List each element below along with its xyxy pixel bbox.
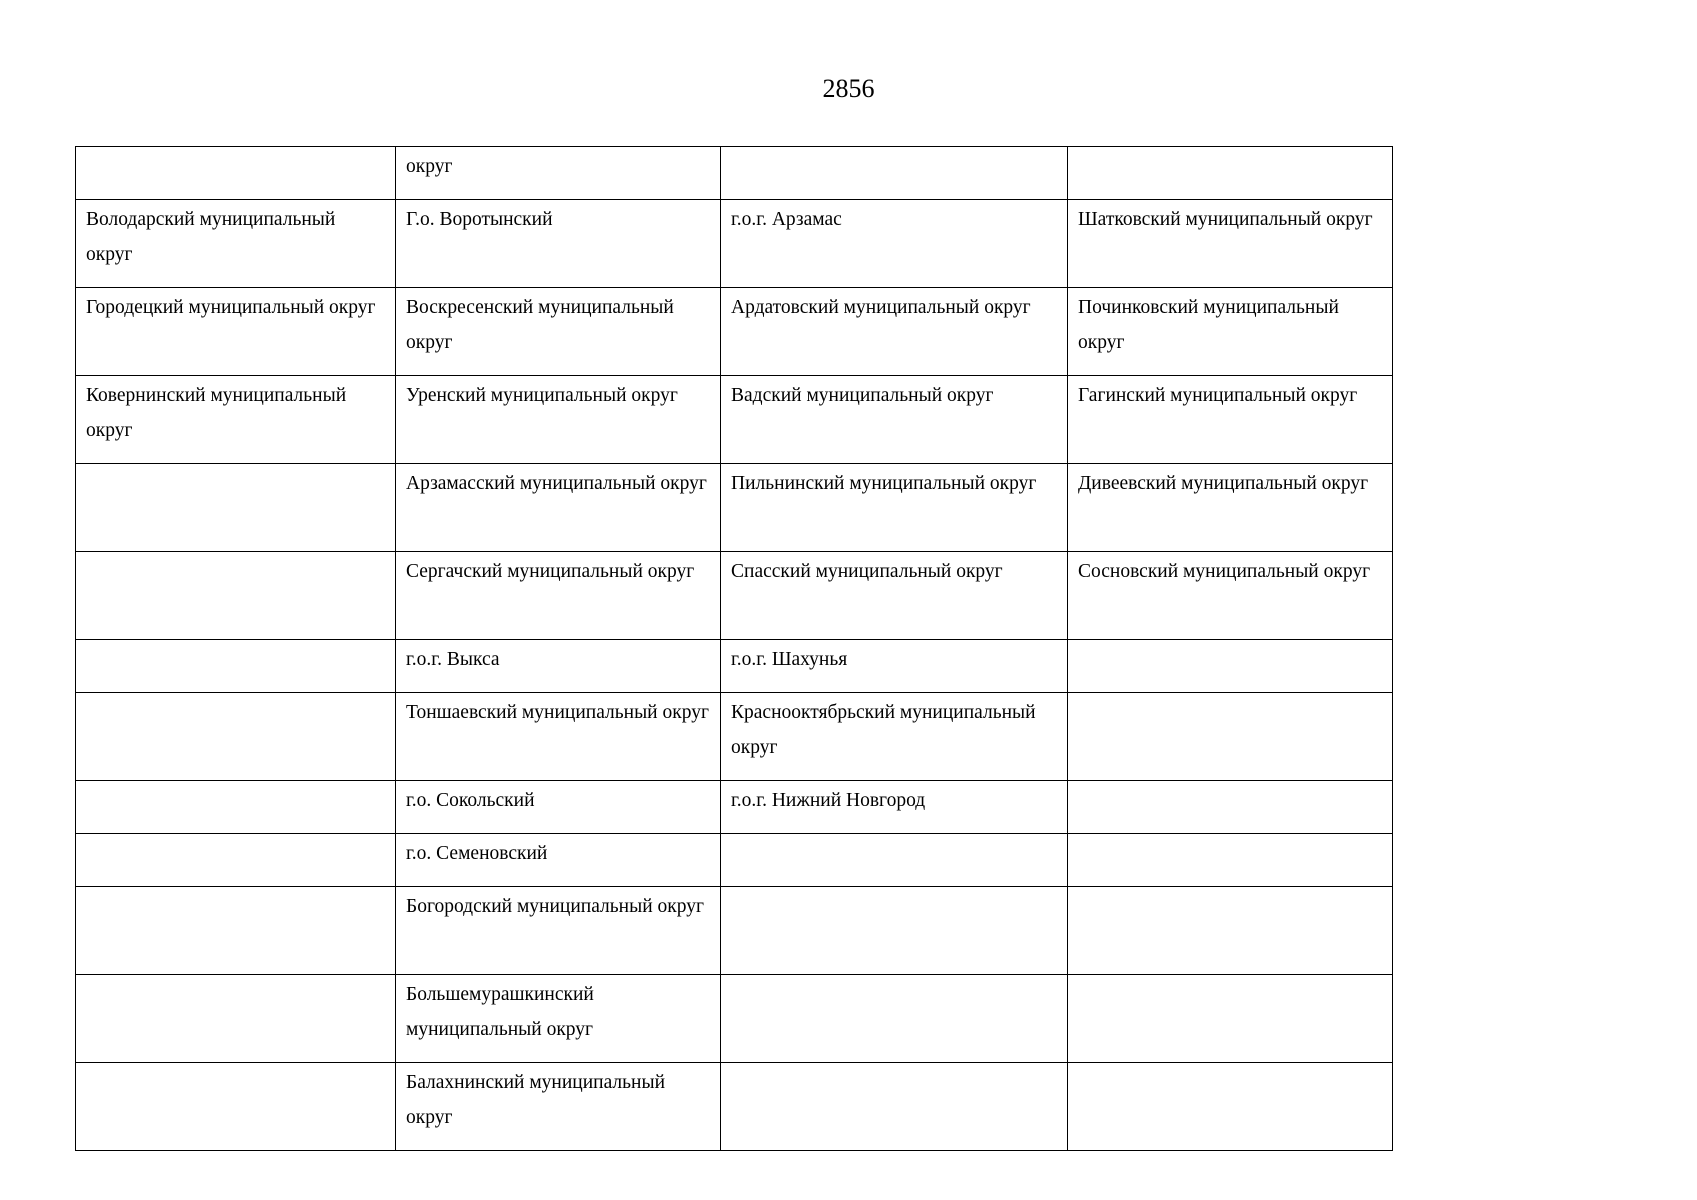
table-cell (721, 975, 1068, 1063)
table-cell (1068, 781, 1393, 834)
page-number: 2856 (822, 74, 875, 103)
table-row (76, 887, 1393, 975)
table-cell (1068, 887, 1393, 975)
table-row (76, 640, 1393, 693)
table-cell: Ковернинский муниципальный округ (76, 376, 396, 464)
table-cell: г.о.г. Шахунья (721, 640, 1068, 693)
table-cell (76, 640, 396, 693)
districts-table (75, 146, 1393, 1151)
table-cell (1068, 834, 1393, 887)
table-row (76, 464, 1393, 552)
table-cell (1068, 640, 1393, 693)
table-cell: Сосновский муниципальный округ (1068, 552, 1393, 640)
table-row (76, 147, 1393, 200)
table-cell (76, 693, 396, 781)
table-row (76, 975, 1393, 1063)
table-cell (76, 834, 396, 887)
table-cell (1068, 693, 1393, 781)
table-cell (721, 834, 1068, 887)
table-cell: г.о.г. Арзамас (721, 200, 1068, 288)
table-cell: Дивеевский муниципальный округ (1068, 464, 1393, 552)
table-cell: округ (396, 147, 721, 200)
table-cell: г.о. Семеновский (396, 834, 721, 887)
table-row (76, 200, 1393, 288)
table-cell (76, 552, 396, 640)
table-cell (1068, 975, 1393, 1063)
table-cell: Большемурашкинский муниципальный округ (396, 975, 721, 1063)
table-cell: г.о.г. Выкса (396, 640, 721, 693)
table-cell: Сергачский муниципальный округ (396, 552, 721, 640)
table-cell (1068, 1063, 1393, 1151)
table-row (76, 781, 1393, 834)
table-cell: Краснооктябрьский муниципальный округ (721, 693, 1068, 781)
table-cell (721, 887, 1068, 975)
table-row (76, 288, 1393, 376)
table-cell: Городецкий муниципальный округ (76, 288, 396, 376)
table-cell: Володарский муниципальный округ (76, 200, 396, 288)
table-cell: Ардатовский муниципальный округ (721, 288, 1068, 376)
table-cell: Тоншаевский муниципальный округ (396, 693, 721, 781)
table-cell (76, 887, 396, 975)
table-cell: Вадский муниципальный округ (721, 376, 1068, 464)
table-cell: Балахнинский муниципальный округ (396, 1063, 721, 1151)
table-row (76, 693, 1393, 781)
table-cell (721, 1063, 1068, 1151)
table-cell: Пильнинский муниципальный округ (721, 464, 1068, 552)
table-cell (76, 464, 396, 552)
table-row (76, 834, 1393, 887)
table-cell (76, 147, 396, 200)
table-cell: Уренский муниципальный округ (396, 376, 721, 464)
table-cell: Богородский муниципальный округ (396, 887, 721, 975)
table-cell: Починковский муниципальный округ (1068, 288, 1393, 376)
table-row (76, 552, 1393, 640)
table-cell: г.о.г. Нижний Новгород (721, 781, 1068, 834)
table-cell: Г.о. Воротынский (396, 200, 721, 288)
table-cell: Шатковский муниципальный округ (1068, 200, 1393, 288)
table-cell (721, 147, 1068, 200)
table-cell: Арзамасский муниципальный округ (396, 464, 721, 552)
table-cell (76, 1063, 396, 1151)
table-cell (1068, 147, 1393, 200)
table-row (76, 1063, 1393, 1151)
table-cell: Воскресенский муниципальный округ (396, 288, 721, 376)
table-cell (76, 781, 396, 834)
table-cell: г.о. Сокольский (396, 781, 721, 834)
table-cell: Спасский муниципальный округ (721, 552, 1068, 640)
table-row (76, 376, 1393, 464)
table-cell: Гагинский муниципальный округ (1068, 376, 1393, 464)
table-cell (76, 975, 396, 1063)
